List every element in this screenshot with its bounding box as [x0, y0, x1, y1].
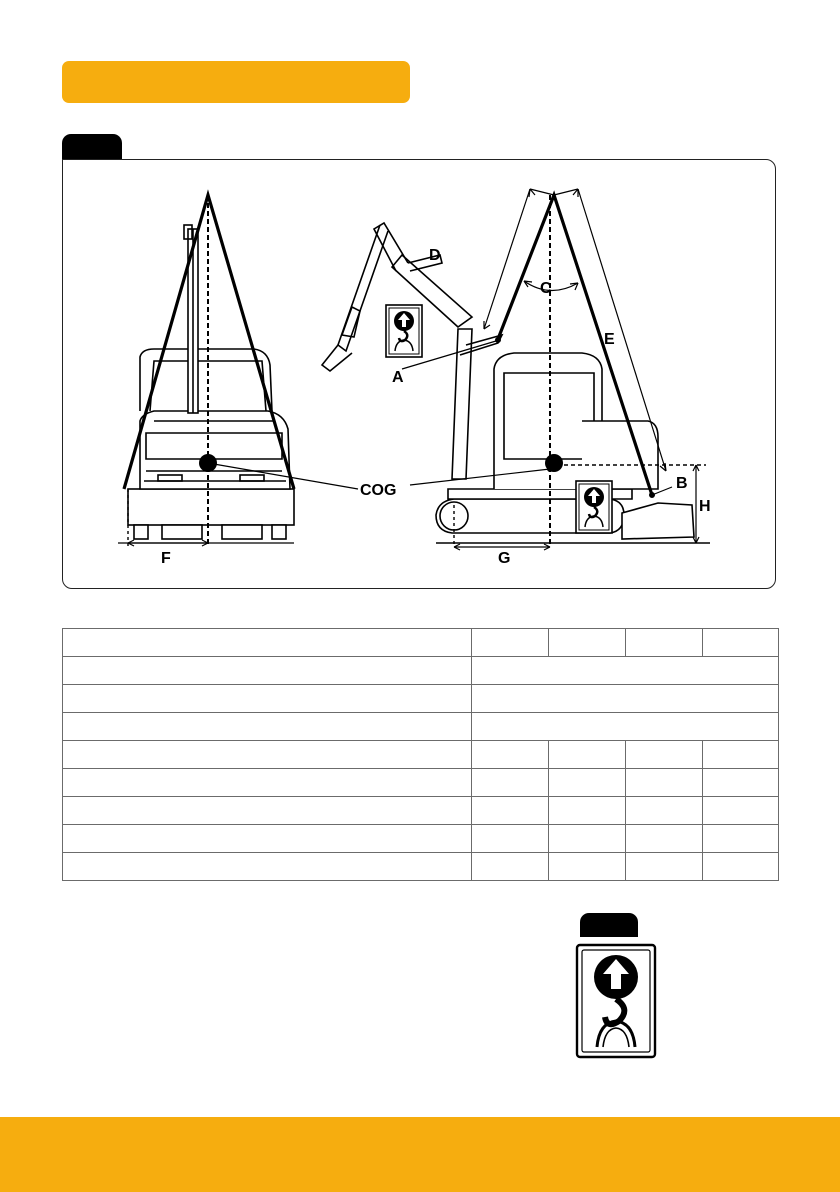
section-title-bar: [62, 61, 410, 103]
table-row: [63, 825, 779, 853]
figure-tab: [62, 134, 122, 160]
footer-bar: [0, 1117, 840, 1192]
table-row: [63, 713, 779, 741]
lifting-point-icon: [576, 481, 612, 533]
lifting-point-icon: [386, 305, 422, 357]
icon-tab: [580, 913, 638, 937]
label-h: H: [699, 498, 711, 515]
side-cog-marker: [545, 454, 563, 472]
table-row: [63, 797, 779, 825]
table-row: [63, 629, 779, 657]
label-c: C: [540, 280, 552, 297]
label-cog: COG: [360, 482, 397, 499]
spec-table: [62, 628, 779, 881]
excavator-front-view-icon: [128, 225, 294, 539]
lifting-diagram: [62, 159, 776, 589]
label-e: E: [604, 331, 615, 348]
label-g: G: [498, 550, 511, 567]
label-b: B: [676, 475, 688, 492]
table-row: [63, 657, 779, 685]
label-a: A: [392, 369, 404, 386]
lifting-point-icon: [575, 943, 657, 1059]
table-row: [63, 769, 779, 797]
table-row: [63, 853, 779, 881]
label-d: D: [429, 247, 441, 264]
table-row: [63, 741, 779, 769]
table-row: [63, 685, 779, 713]
label-f: F: [161, 550, 171, 567]
